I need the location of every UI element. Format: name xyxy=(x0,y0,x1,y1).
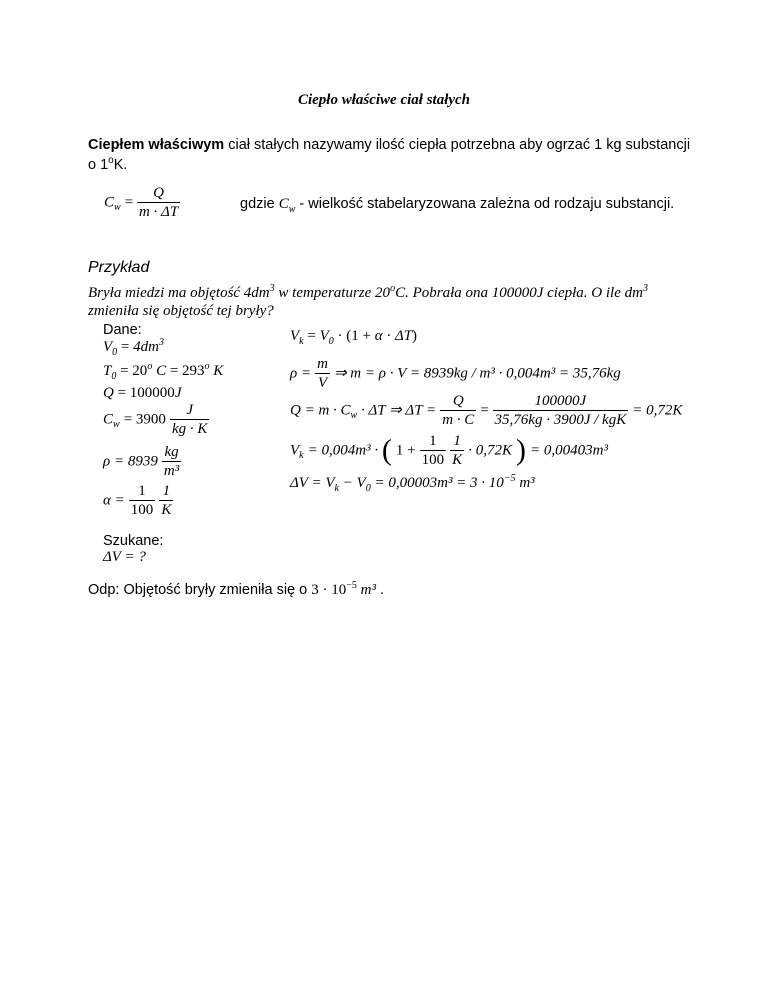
problem-part-c: C. Pobrała ona 100000J ciepła. O ile dm xyxy=(395,285,643,301)
cw-unit-num: J xyxy=(186,402,194,418)
intro-line-2: o 1$^o$K. xyxy=(88,155,128,173)
answer-unit: m³ xyxy=(356,582,376,598)
eq3-f2-num: 100000J xyxy=(534,393,587,409)
eq2-num: m xyxy=(317,356,328,372)
answer-text: Odp: Objętość bryły zmieniła się o xyxy=(88,582,312,598)
eq4-lhs: = 0,004m³ · xyxy=(307,442,382,459)
eq4-f2-den: K xyxy=(452,452,463,468)
definition-description: - wielkość stabelaryzowana zależna od rodzaju substancji. xyxy=(295,196,675,212)
definition-numerator: Q xyxy=(153,185,164,201)
solution-eq-4: $V_k = 0,004m^3$ · ( 1 + $\frac{1}{100}$ $\frac{1}{K}$ · 0,72K ) = 0,00403m³ xyxy=(290,433,608,468)
eq3-mid: · ΔT ⇒ ΔT = xyxy=(357,402,437,419)
problem-part-b: w temperaturze 20 xyxy=(274,285,391,301)
cw-value: = 3900 xyxy=(123,411,166,428)
problem-part-a: Bryła miedzi ma objętość 4dm xyxy=(88,285,270,301)
eq3-result: = 0,72K xyxy=(632,402,683,419)
intro-text: ciał stałych nazywamy ilość ciepła potrzebna aby ogrzać 1 kg substancji xyxy=(224,137,691,153)
definition-denominator: m · ΔT xyxy=(138,204,179,220)
page-title: Ciepło właściwe ciał stałych xyxy=(297,92,471,108)
eq4-f2-num: 1 xyxy=(453,433,461,449)
answer-end: . xyxy=(375,582,385,598)
given-t0: $T_0 = 20^o$ $C = 293^o$ K xyxy=(103,361,224,382)
eq4-f1-den: 100 xyxy=(421,452,445,468)
solution-eq-1: $V_k = V_0 \cdot (1 + \alpha \cdot \Delta T)$ xyxy=(290,328,417,347)
eq5-end: = 0,00003m³ = 3 · 10 xyxy=(370,475,504,491)
eq5-rest: − V xyxy=(338,475,366,491)
gdzie-word: gdzie xyxy=(240,196,275,212)
rho-unit-den: m³ xyxy=(163,463,180,479)
given-q: Q = 100000J xyxy=(103,385,182,401)
eq4-f1-num: 1 xyxy=(429,433,437,449)
cw-symbol: C xyxy=(104,194,115,211)
eq3-f1-num: Q xyxy=(452,393,464,409)
given-alpha xyxy=(103,482,173,519)
given-v0: $V_0 = 4dm^3$ xyxy=(103,337,164,358)
problem-line-2: zmieniła się objętość tej bryły? xyxy=(88,303,274,319)
rho-unit-num: kg xyxy=(164,444,179,460)
sought-label: Szukane: xyxy=(103,533,164,549)
answer-value: 3 · 10 xyxy=(311,582,347,598)
eq3-f1-den: m · C xyxy=(442,412,475,428)
alpha-num-2: 1 xyxy=(162,483,171,499)
intro-bold-term: Ciepłem właściwym xyxy=(88,137,225,153)
eq3-lhs: Q = m · C xyxy=(290,402,351,419)
sought-value: ΔV = ? xyxy=(103,549,146,565)
eq3-f2-den: 35,76kg · 3900J / kgK xyxy=(494,412,627,428)
definition-text: gdzie $C_w$ - wielkość stabelaryzowana zależna od rodzaju substancji. xyxy=(240,196,675,215)
solution-eq-5: $\Delta V = V_k - V_0 = 0,00003m^3 = 3 \cdot 10^{-5}$ m³ xyxy=(290,473,535,494)
eq4-mid: · 0,72K xyxy=(468,442,512,459)
eq5-unit: m³ xyxy=(515,475,535,491)
eq2-rest: ⇒ m = ρ · V = 8939kg / m³ · 0,004m³ = 35,76kg xyxy=(333,365,621,382)
intro-line2-prefix: o 1 xyxy=(88,157,109,173)
intro-line-1 xyxy=(88,137,690,153)
alpha-symbol: α = xyxy=(103,492,125,509)
rho-value: ρ = 8939 xyxy=(103,453,158,470)
given-label: Dane: xyxy=(103,322,142,338)
eq4-result: = 0,00403m³ xyxy=(530,442,608,459)
given-cw: $C_w = 3900$ $\frac{J}{kg \cdot K}$ xyxy=(103,402,208,437)
alpha-den-2: K xyxy=(161,502,172,518)
example-heading: Przykład xyxy=(88,259,150,276)
eq2-rho: ρ = xyxy=(290,365,312,382)
problem-line-1: Bryła miedzi ma objętość $4dm^3$ w temperaturze 20$^o$C. Pobrała ona 100000J ciepła. O ile $dm^3$ xyxy=(88,283,648,301)
solution-eq-2 xyxy=(290,355,621,392)
eq5-lhs: ΔV = V xyxy=(290,475,335,491)
alpha-den-1: 100 xyxy=(130,502,154,518)
definition-formula: $C_w$ = $\frac{Q}{m \cdot \Delta T}$ xyxy=(104,185,179,220)
answer-exp: −5 xyxy=(346,580,357,592)
cw-sub: w xyxy=(114,202,121,214)
answer-line xyxy=(88,582,384,599)
solution-eq-3: $Q = m \cdot C_w \cdot \Delta T$ ⇒ ΔT = $\frac{Q}{m \cdot C}$ = $\frac{100000J}{\text{35,76kg · 3900J / kgK}}$ = 0,72K xyxy=(290,393,683,428)
alpha-num-1: 1 xyxy=(138,483,146,499)
eq4-one: 1 + xyxy=(395,442,416,459)
intro-line2-unit: K. xyxy=(113,157,128,173)
given-rho xyxy=(103,443,181,480)
eq5-exp: −5 xyxy=(503,473,516,484)
eq2-den: V xyxy=(315,373,330,392)
cw-unit-den: kg · K xyxy=(171,421,208,437)
definition-fraction xyxy=(137,184,180,221)
